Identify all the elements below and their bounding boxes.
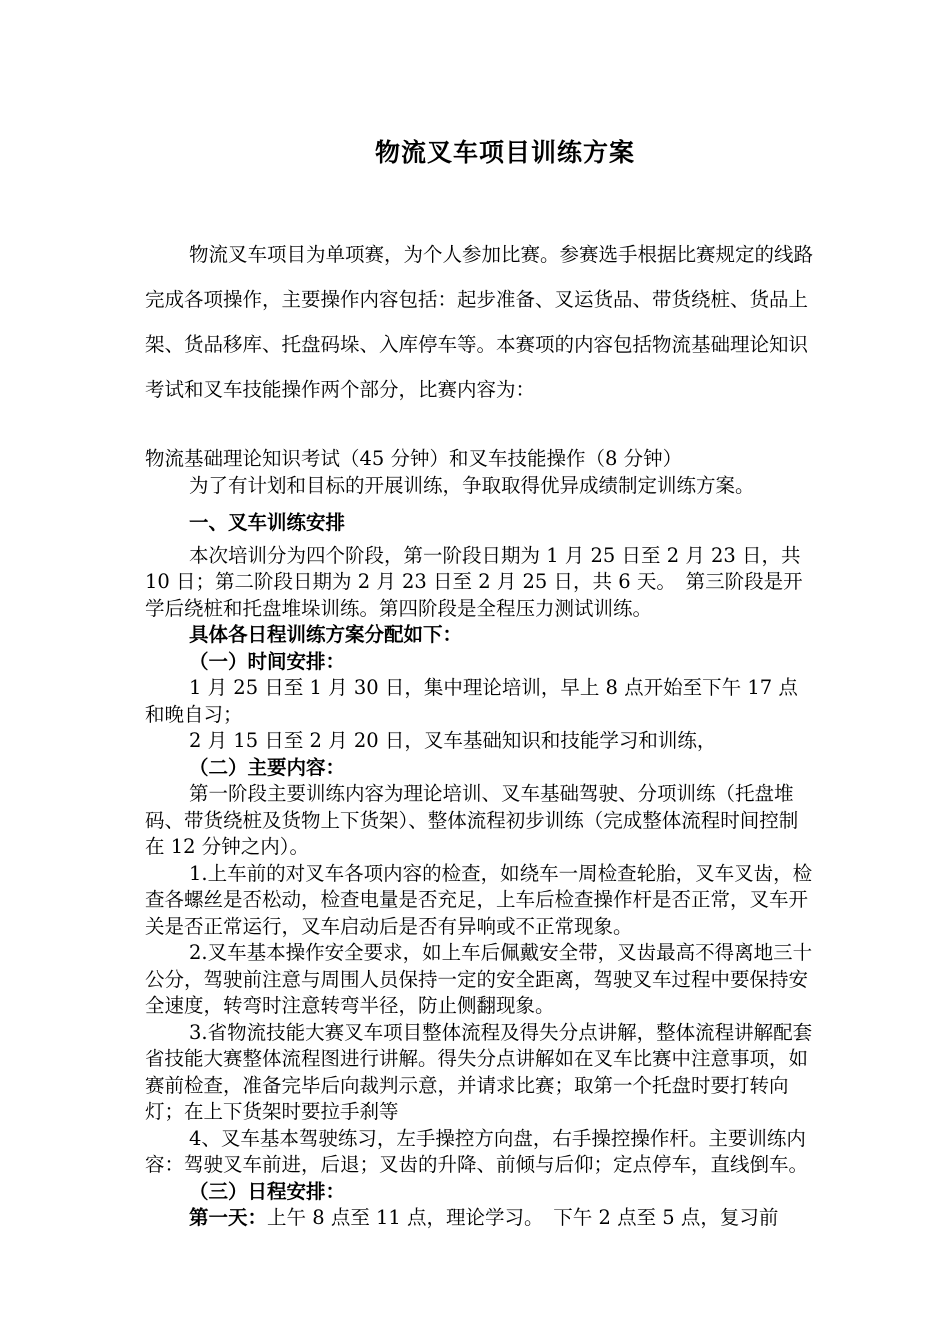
item-3-paragraph: 3.省物流技能大赛叉车项目整体流程及得失分点讲解，整体流程讲解配套省技能大赛整体流程图进行讲解。得失分点讲解如在叉车比赛中注意事项，如赛前检查，准备完毕后向裁判示意，并请求比赛；取第一个托盘时要打转向灯；在上下货架时要拉手刹等	[145, 1020, 813, 1123]
day-1-text: 上午 8 点至 11 点，理论学习。 下午 2 点至 5 点，复习前	[267, 1206, 779, 1229]
content-heading: （二）主要内容：	[189, 755, 346, 779]
document-title: 物流叉车项目训练方案	[374, 138, 635, 167]
intro-paragraph: 物流叉车项目为单项赛，为个人参加比赛。参赛选手根据比赛规定的线路完成各项操作，主要操作内容包括：起步准备、叉运货品、带货绕桩、货品上架、货品移库、托盘码垛、入库停车等。本赛项的内容包括物流基础理论知识考试和叉车技能操作两个部分，比赛内容为：	[145, 243, 814, 401]
stages-paragraph: 本次培训分为四个阶段，第一阶段日期为 1 月 25 日至 2 月 23 日，共 10 日；第二阶段日期为 2 月 23 日至 2 月 25 日，共 6 天。 第三阶段是开学后绕桩和托盘堆垛训练。第四阶段是全程压力测试训练。	[145, 543, 803, 620]
item-4-paragraph: 4、叉车基本驾驶练习，左手操控方向盘，右手操控操作杆。主要训练内容：驾驶叉车前进，后退；叉齿的升降、前倾与后仰；定点停车，直线倒车。	[145, 1126, 809, 1176]
time-line-1: 1 月 25 日至 1 月 30 日，集中理论培训，早上 8 点开始至下午 17 点和晚自习；	[145, 676, 798, 726]
intro-last-line: 物流基础理论知识考试（45 分钟）和叉车技能操作（8 分钟）	[145, 447, 683, 470]
purpose-paragraph: 为了有计划和目标的开展训练，争取取得优异成绩制定训练方案。	[189, 473, 755, 497]
schedule-heading: （三）日程安排：	[189, 1179, 346, 1203]
item-1-paragraph: 1.上车前的对叉车各项内容的检查，如绕车一周检查轮胎，叉车叉齿，检查各螺丝是否松动，检查电量是否充足，上车后检查操作杆是否正常，叉车开关是否正常运行，叉车启动后是否有异响或不正常现象。	[145, 861, 813, 938]
content-intro-paragraph: 第一阶段主要训练内容为理论培训、叉车基础驾驶、分项训练（托盘堆码、带货绕桩及货物上下货架）、整体流程初步训练（完成整体流程时间控制在 12 分钟之内）。	[145, 782, 799, 858]
schedule-intro-heading: 具体各日程训练方案分配如下：	[189, 623, 463, 646]
document-body	[145, 446, 815, 1232]
time-line-2: 2 月 15 日至 2 月 20 日，叉车基础知识和技能学习和训练，	[189, 729, 717, 752]
day-1-paragraph	[145, 1205, 815, 1232]
section-heading-1: 一、叉车训练安排	[189, 511, 346, 534]
time-heading: （一）时间安排：	[189, 649, 346, 673]
item-2-paragraph: 2.叉车基本操作安全要求，如上车后佩戴安全带，叉齿最高不得离地三十公分，驾驶前注意与周围人员保持一定的安全距离，驾驶叉车过程中要保持安全速度，转弯时注意转弯半径，防止侧翻现象。	[145, 941, 813, 1017]
day-1-label: 第一天：	[189, 1206, 268, 1229]
